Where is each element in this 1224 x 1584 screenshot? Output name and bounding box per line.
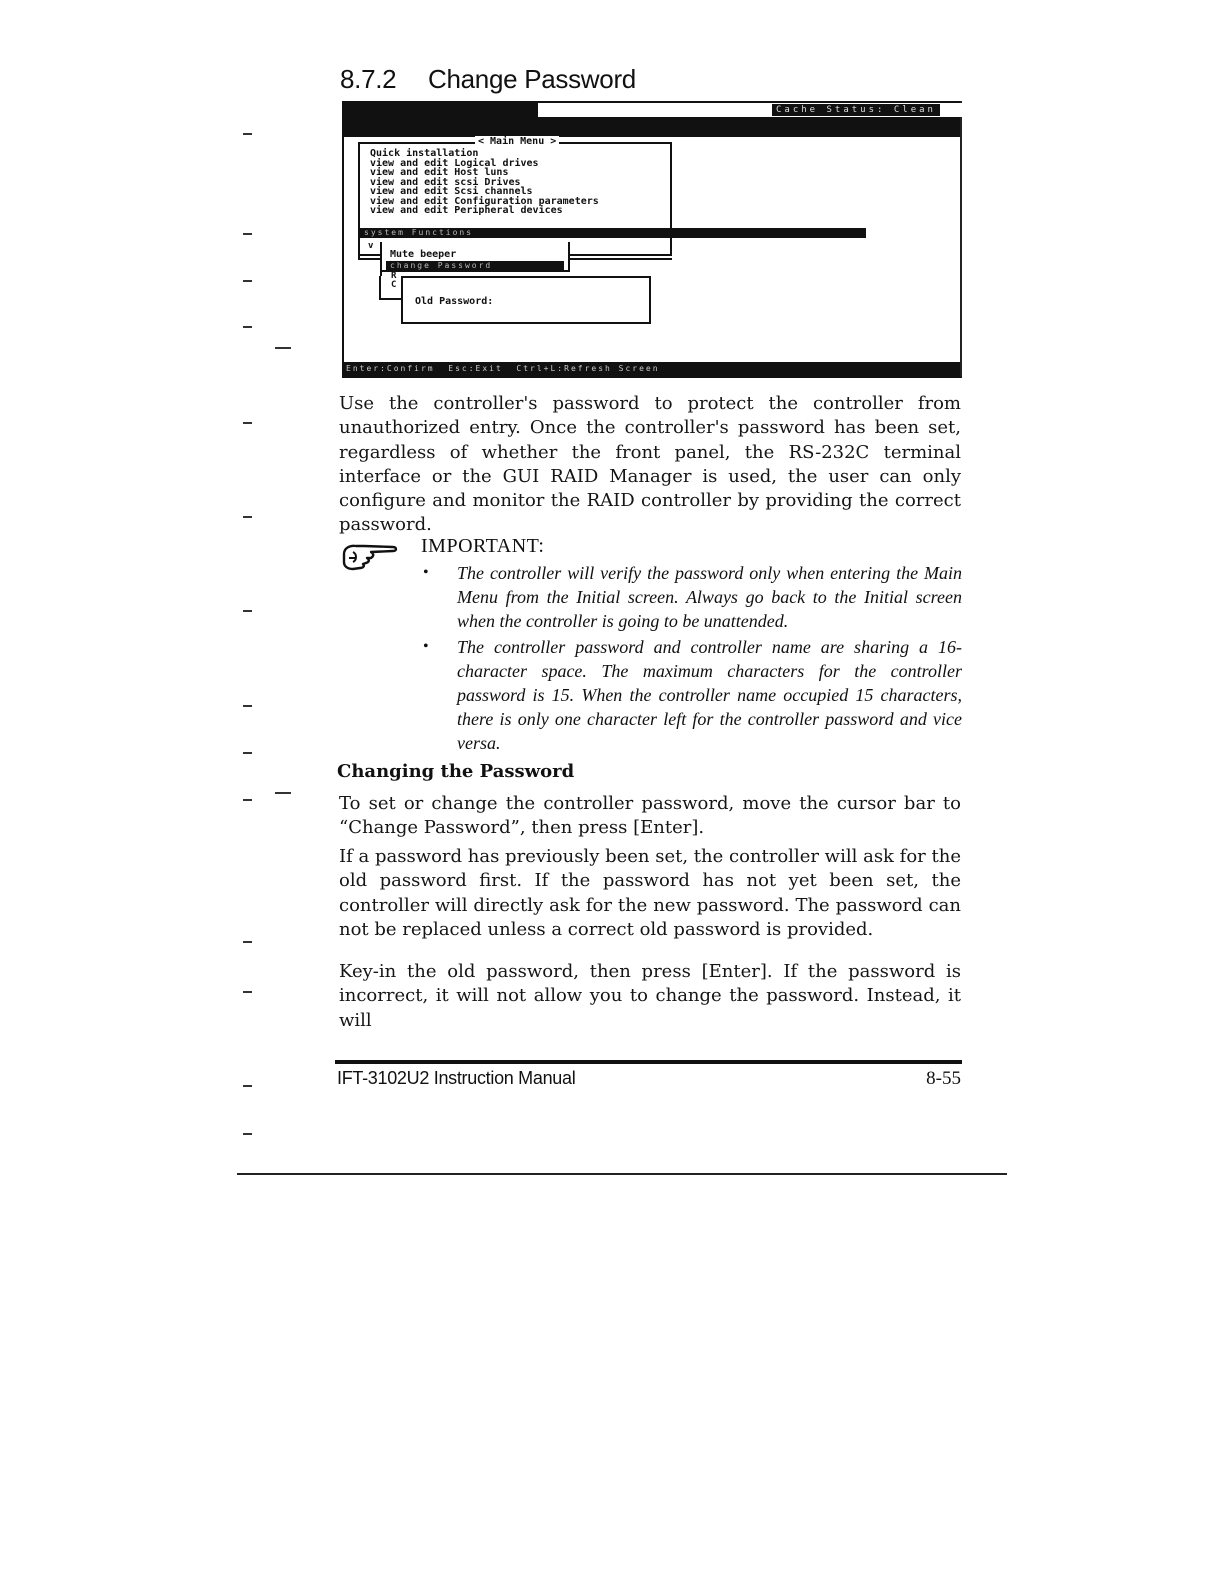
footer-rule — [335, 1060, 962, 1064]
section-number: 8.7.2 — [340, 64, 397, 94]
margin-mark — [243, 422, 252, 424]
section-heading — [340, 64, 636, 95]
submenu-partial: R — [391, 271, 397, 281]
menu-item-system-functions[interactable]: system Functions — [360, 228, 866, 238]
paragraph-set-password: To set or change the controller password, move the cursor bar to “Change Password”, then press [Enter]. — [339, 793, 961, 839]
submenu-partial: C — [391, 280, 397, 290]
margin-mark — [243, 752, 252, 754]
password-dialog — [401, 276, 651, 324]
main-menu-list — [370, 149, 599, 216]
margin-mark — [275, 792, 291, 794]
system-functions-submenu — [380, 242, 570, 272]
main-menu-window — [358, 136, 672, 256]
important-title: IMPORTANT: — [421, 535, 545, 557]
important-bullet: • The controller password and controller name are sharing a 16-character space. The maximum characters for the controller password is 15. When the controller name occupied 15 characters, there is only one character left for the controller password and vice versa. — [423, 637, 962, 753]
margin-mark — [243, 799, 252, 801]
important-list — [421, 561, 962, 757]
submenu-mute-beeper[interactable]: Mute beeper — [390, 249, 457, 260]
paragraph-key-in: Key-in the old password, then press [Enter]. If the password is incorrect, it will not allow you to change the password. Instead, it will — [339, 961, 961, 1031]
margin-mark — [243, 941, 252, 943]
terminal-screenshot — [342, 101, 962, 378]
margin-mark — [243, 610, 252, 612]
menu-item-logical-drives[interactable]: view and edit Logical drives — [370, 157, 539, 169]
footer-page-number: 8-55 — [926, 1068, 961, 1089]
menu-item-quick-installation[interactable]: Quick installation — [370, 148, 479, 159]
subheading: Changing the Password — [337, 761, 575, 782]
margin-mark — [243, 133, 252, 135]
margin-mark — [243, 326, 252, 328]
margin-mark — [275, 347, 291, 349]
menu-item-partial: v — [368, 241, 374, 251]
terminal-status-bar: Enter:Confirm Esc:Exit Ctrl+L:Refresh Screen — [344, 362, 960, 376]
page-edge-line — [237, 1173, 1007, 1175]
submenu-change-password[interactable]: change Password — [386, 261, 564, 271]
old-password-prompt[interactable]: Old Password: — [415, 296, 494, 307]
main-menu-title: < Main Menu > — [475, 136, 559, 148]
terminal-title-bar — [344, 101, 960, 137]
section-title: Change Password — [428, 64, 636, 94]
menu-item-scsi-drives[interactable]: view and edit scsi Drives — [370, 176, 521, 188]
margin-mark — [243, 991, 252, 993]
pointing-hand-icon — [341, 540, 399, 578]
menu-item-configuration-parameters[interactable]: view and edit Configuration parameters — [370, 195, 599, 207]
margin-mark — [243, 516, 252, 518]
margin-mark — [243, 1133, 252, 1135]
margin-mark — [243, 280, 252, 282]
margin-mark — [243, 705, 252, 707]
paragraph-old-password: If a password has previously been set, the controller will ask for the old password first. If the password has not yet been set, the controller will directly ask for the new password. The password can not be replaced unless a correct old password is provided. — [339, 846, 961, 940]
margin-mark — [243, 233, 252, 235]
intro-paragraph: Use the controller's password to protect the controller from unauthorized entry. Once the controller's password has been set, regardless of whether the front panel, the RS-232C terminal interface or the GUI RAID Manager is used, the user can only configure and monitor the RAID controller by providing the correct password. — [339, 393, 961, 536]
menu-item-peripheral-devices[interactable]: view and edit Peripheral devices — [370, 205, 563, 216]
cache-status: Cache Status: Clean — [772, 104, 940, 116]
menu-item-host-luns[interactable]: view and edit Host luns — [370, 167, 509, 178]
important-bullet: • The controller will verify the password only when entering the Main Menu from the Initial screen. Always go back to the Initial screen when the controller is going to be unattended. — [423, 563, 962, 631]
menu-item-scsi-channels[interactable]: view and edit Scsi channels — [370, 186, 533, 197]
margin-mark — [243, 1085, 252, 1087]
footer-manual-title: IFT-3102U2 Instruction Manual — [337, 1068, 576, 1088]
